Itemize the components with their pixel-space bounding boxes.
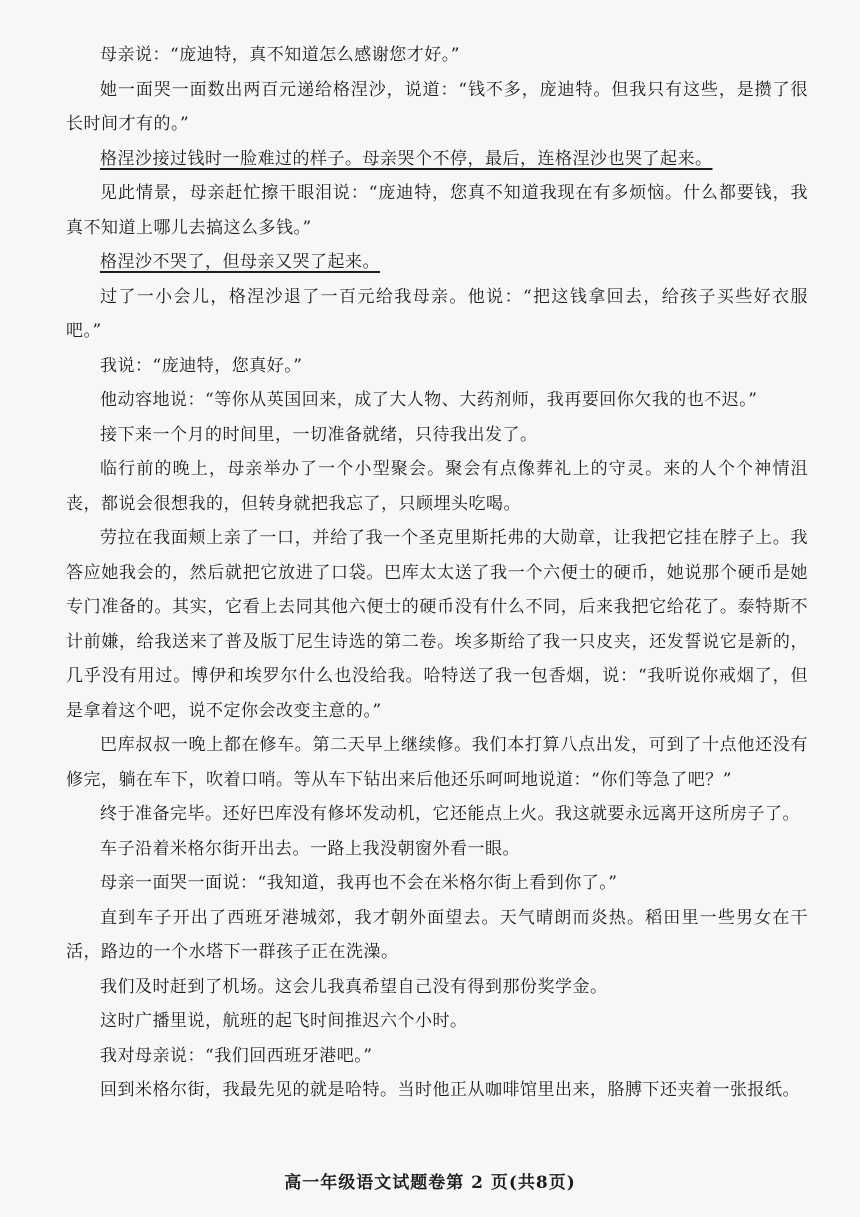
paragraph: 母亲说：“庞迪特，真不知道怎么感谢您才好。” [100,45,460,65]
page-footer: 高一年级语文试题卷第 2 页(共8页) [284,1173,576,1193]
paragraph: 接下来一个月的时间里，一切准备就绪，只待我出发了。 [100,424,538,445]
paragraph: 她一面哭一面数出两百元递给格涅沙，说道：“钱不多，庞迪特。但我只有这些，是攒了很长时间才有的。” [66,79,808,134]
paragraph: 终于准备完毕。还好巴库没有修坏发动机，它还能点上火。我这就要永远离开这所房子了。 [100,804,800,824]
paragraph: 车子沿着米格尔街开出去。一路上我没朝窗外看一眼。 [100,838,520,859]
paragraph: 这时广播里说，航班的起飞时间推迟六个小时。 [100,1011,468,1031]
paragraph: 我说：“庞迪特，您真好。” [100,355,303,376]
paragraph: 直到车子开出了西班牙港城郊，我才朝外面望去。天气晴朗而炎热。稻田里一些男女在干活，路边的一个水塔下一群孩子正在洗澡。 [66,907,808,962]
paragraph: 劳拉在我面颊上亲了一口，并给了我一个圣克里斯托弗的大勋章，让我把它挂在脖子上。我答应她我会的，然后就把它放进了口袋。巴库太太送了我一个六便士的硬币，她说那个硬币是她专门准备的。其实，它看上去同其他六便士的硬币没有什么不同，后来我把它给花了。泰特斯不计前嫌，给我送来了普及版丁尼生诗选的第二卷。埃多斯给了我一只皮夹，还发誓说它是新的，几乎没有用过。博伊和埃罗尔什么也没给我。哈特送了我一包香烟，说：“我听说你戒烟了，但是拿着这个吧，说不定你会改变主意的。” [66,528,808,721]
paragraph: 临行前的晚上，母亲举办了一个小型聚会。聚会有点像葬礼上的守灵。来的人个个神情沮丧，都说会很想我的，但转身就把我忘了，只顾埋头吃喝。 [66,459,808,514]
paragraph: 他动容地说：“等你从英国回来，成了大人物、大药剂师，我再要回你欠我的也不迟。” [100,390,758,410]
paragraph: 回到米格尔街，我最先见的就是哈特。当时他正从咖啡馆里出来，胳膊下还夹着一张报纸。 [100,1080,800,1100]
paragraph: 母亲一面哭一面说：“我知道，我再也不会在米格尔街上看到你了。” [100,873,618,893]
paragraph: 格涅沙接过钱时一脸难过的样子。母亲哭个不停，最后，连格涅沙也哭了起来。 [100,148,713,169]
paragraph: 见此情景，母亲赶忙擦干眼泪说：“庞迪特，您真不知道我现在有多烦恼。什么都要钱，我真不知道上哪儿去搞这么多钱。” [66,183,808,238]
paragraph: 格涅沙不哭了，但母亲又哭了起来。 [100,252,380,272]
paragraph: 巴库叔叔一晚上都在修车。第二天早上继续修。我们本打算八点出发，可到了十点他还没有修完，躺在车下，吹着口哨。等从车下钻出来后他还乐呵呵地说道：“你们等急了吧？” [66,735,808,790]
paragraph: 我对母亲说：“我们回西班牙港吧。” [100,1045,373,1066]
paragraph: 我们及时赶到了机场。这会儿我真希望自己没有得到那份奖学金。 [100,976,608,997]
paragraph: 过了一小会儿，格涅沙退了一百元给我母亲。他说：“把这钱拿回去，给孩子买些好衣服吧。” [66,286,808,341]
body-text [66,38,808,1108]
